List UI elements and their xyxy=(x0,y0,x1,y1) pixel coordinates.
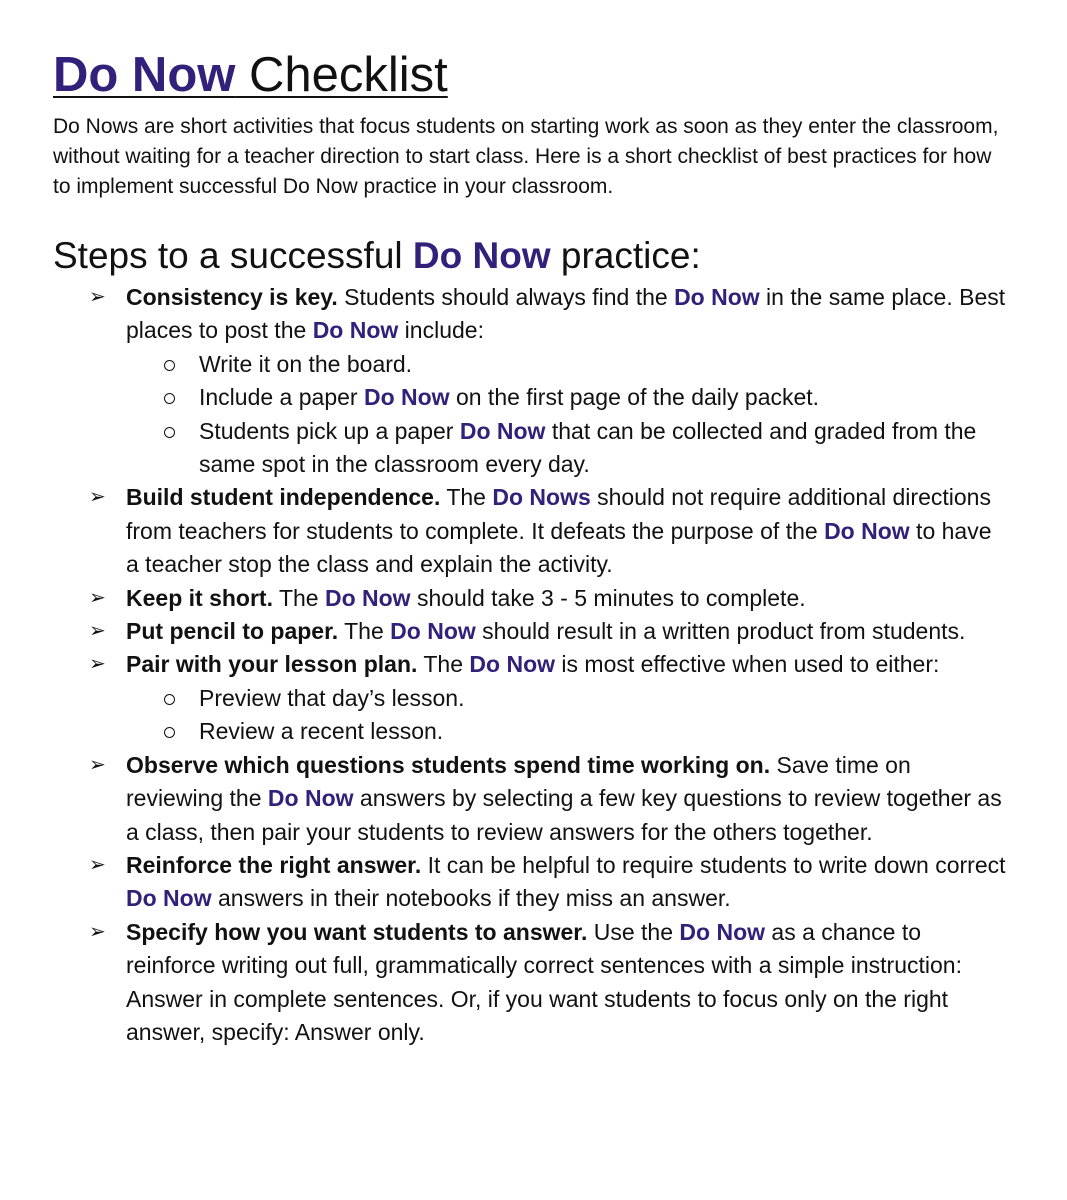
do-now-term: Do Now xyxy=(312,317,399,344)
step-text: Write it on the board. xyxy=(199,350,413,377)
do-now-term: Do Now xyxy=(363,384,450,411)
step-heading: Consistency is key. xyxy=(126,284,338,310)
arrow-bullet-icon: ➢ xyxy=(89,853,106,876)
page-title xyxy=(53,44,448,106)
checklist-item xyxy=(89,749,1006,849)
do-now-term: Do Now xyxy=(390,618,476,645)
step-text: include: xyxy=(398,317,484,344)
step-text: is most effective when used to either: xyxy=(555,651,940,678)
arrow-bullet-icon: ➢ xyxy=(89,653,106,676)
do-now-term: Do Now xyxy=(126,885,212,912)
sub-list-item xyxy=(199,682,1006,715)
circle-bullet-icon xyxy=(164,694,175,705)
circle-bullet-icon xyxy=(164,427,175,438)
sub-list xyxy=(126,348,1006,482)
step-text: in the same place. Best places to post the xyxy=(126,284,1006,344)
step-text: as a chance to reinforce writing out full, grammatically correct sentences with a simple instruction: Answer in complete sentences. Or, if you want students to focus only on the right answer, specify: Answer only. xyxy=(126,918,962,1045)
section-heading-before: Steps to a successful xyxy=(53,235,413,276)
step-text: answers by selecting a few key questions to review together as a class, then pair your students to review answers for the others together. xyxy=(126,785,1002,845)
checklist-item xyxy=(89,849,1006,916)
step-text: Save time on reviewing the xyxy=(126,751,911,812)
step-text: Preview that day’s lesson. xyxy=(199,684,465,711)
sub-list xyxy=(126,682,1006,749)
step-heading: Specify how you want students to answer. xyxy=(126,918,588,945)
checklist-item xyxy=(89,615,1006,648)
sub-list-item xyxy=(199,415,1006,482)
sub-list-item xyxy=(199,381,1006,414)
section-heading-accent: Do Now xyxy=(412,235,551,276)
arrow-bullet-icon: ➢ xyxy=(89,286,106,308)
title-accent: Do Now xyxy=(53,48,236,102)
arrow-bullet-icon: ➢ xyxy=(89,920,106,943)
sub-list-item xyxy=(199,715,1006,748)
arrow-bullet-icon: ➢ xyxy=(89,486,106,509)
step-text: Include a paper xyxy=(199,384,364,411)
do-now-term: Do Now xyxy=(324,584,411,611)
step-text: The xyxy=(440,484,493,511)
do-now-term: Do Now xyxy=(469,651,556,678)
do-now-term: Do Now xyxy=(824,517,910,544)
do-now-term: Do Now xyxy=(674,284,760,310)
steps-list xyxy=(89,281,1006,1049)
step-text: should take 3 - 5 minutes to complete. xyxy=(410,584,806,611)
checklist-item xyxy=(89,916,1006,1050)
arrow-bullet-icon: ➢ xyxy=(89,586,106,609)
circle-bullet-icon xyxy=(164,360,175,371)
step-text: The xyxy=(338,618,391,645)
step-text: should not require additional directions from teachers for students to complete. It defeats the purpose of the xyxy=(126,484,991,544)
checklist-item xyxy=(89,648,1006,748)
do-now-term: Do Nows xyxy=(492,484,591,511)
do-now-term: Do Now xyxy=(679,918,766,945)
step-text: The xyxy=(417,651,470,678)
step-heading: Observe which questions students spend time working on. xyxy=(126,751,771,778)
checklist-item xyxy=(89,481,1006,581)
step-heading: Keep it short. xyxy=(126,584,273,611)
step-text: should result in a written product from students. xyxy=(475,618,966,645)
checklist-item xyxy=(89,281,1006,481)
title-rest: Checklist xyxy=(235,48,448,102)
step-heading: Build student independence. xyxy=(126,484,441,511)
step-text: Students should always find the xyxy=(337,284,675,310)
checklist-item xyxy=(89,582,1006,615)
circle-bullet-icon xyxy=(164,727,175,738)
section-heading-after: practice: xyxy=(550,235,701,276)
do-now-term: Do Now xyxy=(459,417,546,444)
step-text: The xyxy=(272,584,325,611)
step-heading: Reinforce the right answer. xyxy=(126,851,422,878)
step-text: Use the xyxy=(587,918,680,945)
step-heading: Pair with your lesson plan. xyxy=(126,651,418,678)
step-text: Students pick up a paper xyxy=(199,417,460,444)
step-text: It can be helpful to require students to write down correct xyxy=(421,851,1006,878)
step-text: answers in their notebooks if they miss an answer. xyxy=(211,885,731,912)
arrow-bullet-icon: ➢ xyxy=(89,753,106,776)
circle-bullet-icon xyxy=(164,393,175,404)
step-heading: Put pencil to paper. xyxy=(126,618,339,645)
arrow-bullet-icon: ➢ xyxy=(89,620,106,643)
sub-list-item xyxy=(199,348,1006,381)
step-text: that can be collected and graded from the same spot in the classroom every day. xyxy=(199,417,977,478)
intro-paragraph: Do Nows are short activities that focus students on starting work as soon as they enter the classroom, without waiting for a teacher direction to start class. Here is a short checklist of best practices for how to implement successful Do Now practice in your classroom. xyxy=(53,115,999,198)
section-heading xyxy=(53,233,701,279)
step-text: Review a recent lesson. xyxy=(199,718,444,745)
step-text: on the first page of the daily packet. xyxy=(449,384,820,411)
step-text: to have a teacher stop the class and explain the activity. xyxy=(126,517,992,578)
do-now-term: Do Now xyxy=(267,785,354,812)
